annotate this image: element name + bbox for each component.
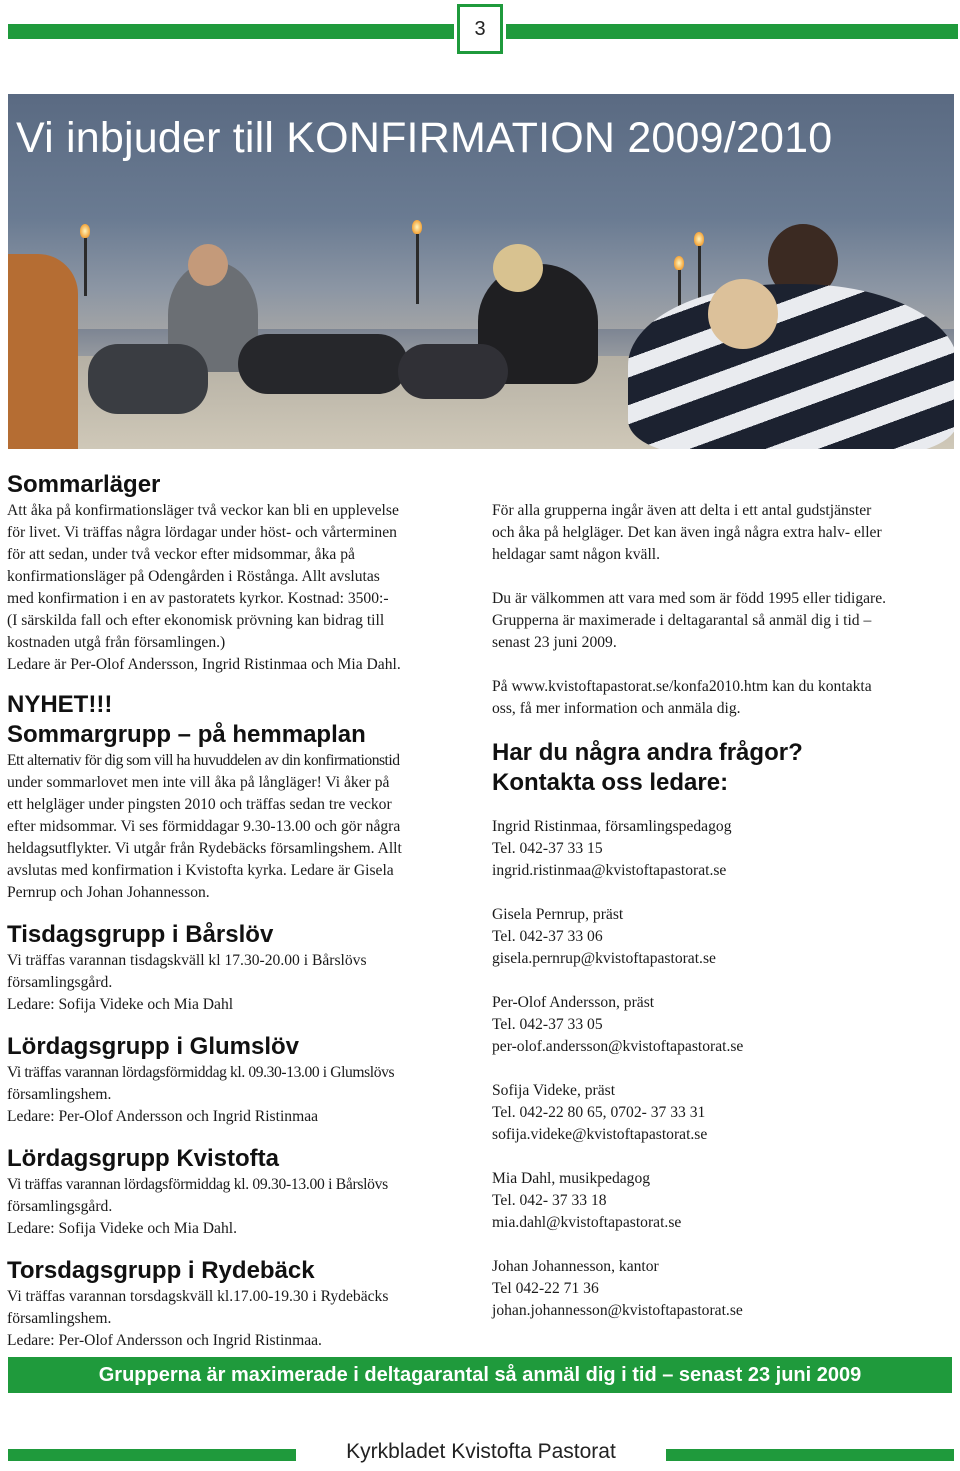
contact-card (492, 1256, 952, 1322)
top-rule-right (506, 24, 958, 39)
heading-fragor: Har du några andra frågor? (492, 739, 803, 766)
page-number: 3 (457, 4, 503, 54)
body-line: Ett alternativ för dig som vill ha huvuddelen av din konfirmationstid (7, 752, 400, 769)
contact-email[interactable]: ingrid.ristinmaa@kvistoftapastorat.se (492, 862, 727, 879)
body-line: församlingshem. (7, 1086, 112, 1103)
body-line: konfirmationsläger på Odengården i Röstånga. Allt avslutas (7, 568, 380, 585)
contact-phone: Tel. 042- 37 33 18 (492, 1192, 607, 1209)
contact-email[interactable]: gisela.pernrup@kvistoftapastorat.se (492, 950, 716, 967)
body-line: (I särskilda fall och efter ekonomisk prövning kan bidrag till (7, 612, 385, 629)
contact-phone: Tel. 042-37 33 15 (492, 840, 603, 857)
footer-publication: Kyrkbladet Kvistofta Pastorat (346, 1440, 616, 1463)
page-title: Vi inbjuder till KONFIRMATION 2009/2010 (16, 114, 833, 162)
torch-flame (412, 220, 422, 234)
contact-phone: Tel. 042-22 80 65, 0702- 37 33 31 (492, 1104, 706, 1121)
heading-lordagsgrupp-kvistofta: Lördagsgrupp Kvistofta (7, 1145, 280, 1172)
body-line: för att sedan, under två veckor efter midsommar, åka på (7, 546, 355, 563)
contact-name: Per-Olof Andersson, präst (492, 994, 655, 1011)
contact-email[interactable]: mia.dahl@kvistoftapastorat.se (492, 1214, 682, 1231)
contact-name: Johan Johannesson, kantor (492, 1258, 659, 1275)
left-column (7, 468, 467, 1352)
heading-sommargrupp: Sommargrupp – på hemmaplan (7, 721, 366, 748)
contact-name: Sofija Videke, präst (492, 1082, 616, 1099)
right-column (492, 500, 952, 1322)
body-line: För alla grupperna ingår även att delta i ett antal gudstjänster (492, 502, 872, 519)
body-line: Vi träffas varannan lördagsförmiddag kl. 09.30-13.00 i Glumslövs (7, 1064, 395, 1081)
contact-card (492, 904, 952, 970)
body-line: senast 23 juni 2009. (492, 634, 617, 651)
contact-phone: Tel. 042-37 33 05 (492, 1016, 603, 1033)
person-figure (398, 344, 508, 399)
body-line: ett helgläger under pingsten 2010 och träffas sedan tre veckor (7, 796, 392, 813)
torch (416, 234, 419, 304)
person-figure (88, 344, 208, 414)
sommarlager-body (7, 500, 467, 676)
footer-rule-right (666, 1449, 954, 1461)
body-line: Ledare är Per-Olof Andersson, Ingrid Ristinmaa och Mia Dahl. (7, 656, 401, 673)
heading-tisdagsgrupp: Tisdagsgrupp i Bårslöv (7, 921, 274, 948)
body-line: Vi träffas varannan lördagsförmiddag kl. 09.30-13.00 i Bårslövs (7, 1176, 388, 1193)
heading-nyhet: NYHET!!! (7, 691, 113, 718)
contact-card (492, 992, 952, 1058)
body-line: och åka på helgläger. Det kan även ingå några extra halv- eller (492, 524, 882, 541)
body-line: Ledare: Sofija Videke och Mia Dahl. (7, 1220, 238, 1237)
body-line: avslutas med konfirmation i Kvistofta kyrka. Ledare är Gisela (7, 862, 394, 879)
contact-email[interactable]: per-olof.andersson@kvistoftapastorat.se (492, 1038, 744, 1055)
person-figure (493, 244, 543, 292)
body-line: Ledare: Per-Olof Andersson och Ingrid Ristinmaa. (7, 1332, 322, 1349)
body-line: församlingshem. (7, 1310, 112, 1327)
body-line: Vi träffas varannan tisdagskväll kl 17.30-20.00 i Bårslövs (7, 952, 367, 969)
body-line: kostnaden utgå från församlingen.) (7, 634, 226, 651)
contact-card (492, 1168, 952, 1234)
top-rule-left (8, 24, 454, 39)
body-line: oss, få mer information och anmäla dig. (492, 700, 741, 717)
body-line: Vi träffas varannan torsdagskväll kl.17.00-19.30 i Rydebäcks (7, 1288, 389, 1305)
heading-kontakta: Kontakta oss ledare: (492, 769, 729, 796)
heading-sommarlager: Sommarläger (7, 471, 161, 498)
body-line: Att åka på konfirmationsläger två veckor kan bli en upplevelse (7, 502, 399, 519)
beach-photo (8, 94, 954, 449)
body-line: med konfirmation i en av pastoratets kyrkor. Kostnad: 3500:- (7, 590, 389, 607)
body-line: Ledare: Per-Olof Andersson och Ingrid Ristinmaa (7, 1108, 319, 1125)
body-line: På www.kvistoftapastorat.se/konfa2010.htm kan du kontakta (492, 678, 872, 695)
body-line: Grupperna är maximerade i deltagarantal så anmäl dig i tid – (492, 612, 872, 629)
person-figure (8, 254, 78, 449)
person-figure (188, 244, 228, 286)
body-line: Du är välkommen att vara med som är född 1995 eller tidigare. (492, 590, 887, 607)
sommargrupp-body (7, 750, 467, 904)
contact-name: Ingrid Ristinmaa, församlingspedagog (492, 818, 732, 835)
body-line: Ledare: Sofija Videke och Mia Dahl (7, 996, 234, 1013)
torch-flame (80, 224, 90, 238)
person-figure (628, 284, 954, 449)
body-line: efter midsommar. Vi ses förmiddagar 9.30-13.00 och gör några (7, 818, 401, 835)
contact-email[interactable]: johan.johannesson@kvistoftapastorat.se (492, 1302, 743, 1319)
contact-name: Gisela Pernrup, präst (492, 906, 624, 923)
body-line: heldagsutflykter. Vi utgår från Rydebäcks församlingshem. Allt (7, 840, 402, 857)
body-line: under sommarlovet men inte vill åka på långläger! Vi åker på (7, 774, 390, 791)
bottom-banner: Grupperna är maximerade i deltagarantal så anmäl dig i tid – senast 23 juni 2009 (8, 1357, 952, 1393)
footer-rule-left (8, 1449, 296, 1461)
body-line: församlingsgård. (7, 974, 113, 991)
contact-email[interactable]: sofija.videke@kvistoftapastorat.se (492, 1126, 708, 1143)
torch (84, 236, 87, 296)
body-line: Pernrup och Johan Johannesson. (7, 884, 210, 901)
torch-flame (694, 232, 704, 246)
body-line: heldagar samt någon kväll. (492, 546, 661, 563)
contact-card (492, 1080, 952, 1146)
contact-name: Mia Dahl, musikpedagog (492, 1170, 651, 1187)
body-line: församlingsgård. (7, 1198, 113, 1215)
contact-card (492, 816, 952, 882)
torch-flame (674, 256, 684, 270)
person-figure (238, 334, 408, 394)
body-line: för livet. Vi träffas några lördagar under höst- och vårterminen (7, 524, 397, 541)
heading-lordagsgrupp-glumslov: Lördagsgrupp i Glumslöv (7, 1033, 300, 1060)
person-figure (708, 279, 778, 349)
contact-phone: Tel. 042-37 33 06 (492, 928, 603, 945)
heading-torsdagsgrupp: Torsdagsgrupp i Rydebäck (7, 1257, 315, 1284)
contact-phone: Tel 042-22 71 36 (492, 1280, 599, 1297)
